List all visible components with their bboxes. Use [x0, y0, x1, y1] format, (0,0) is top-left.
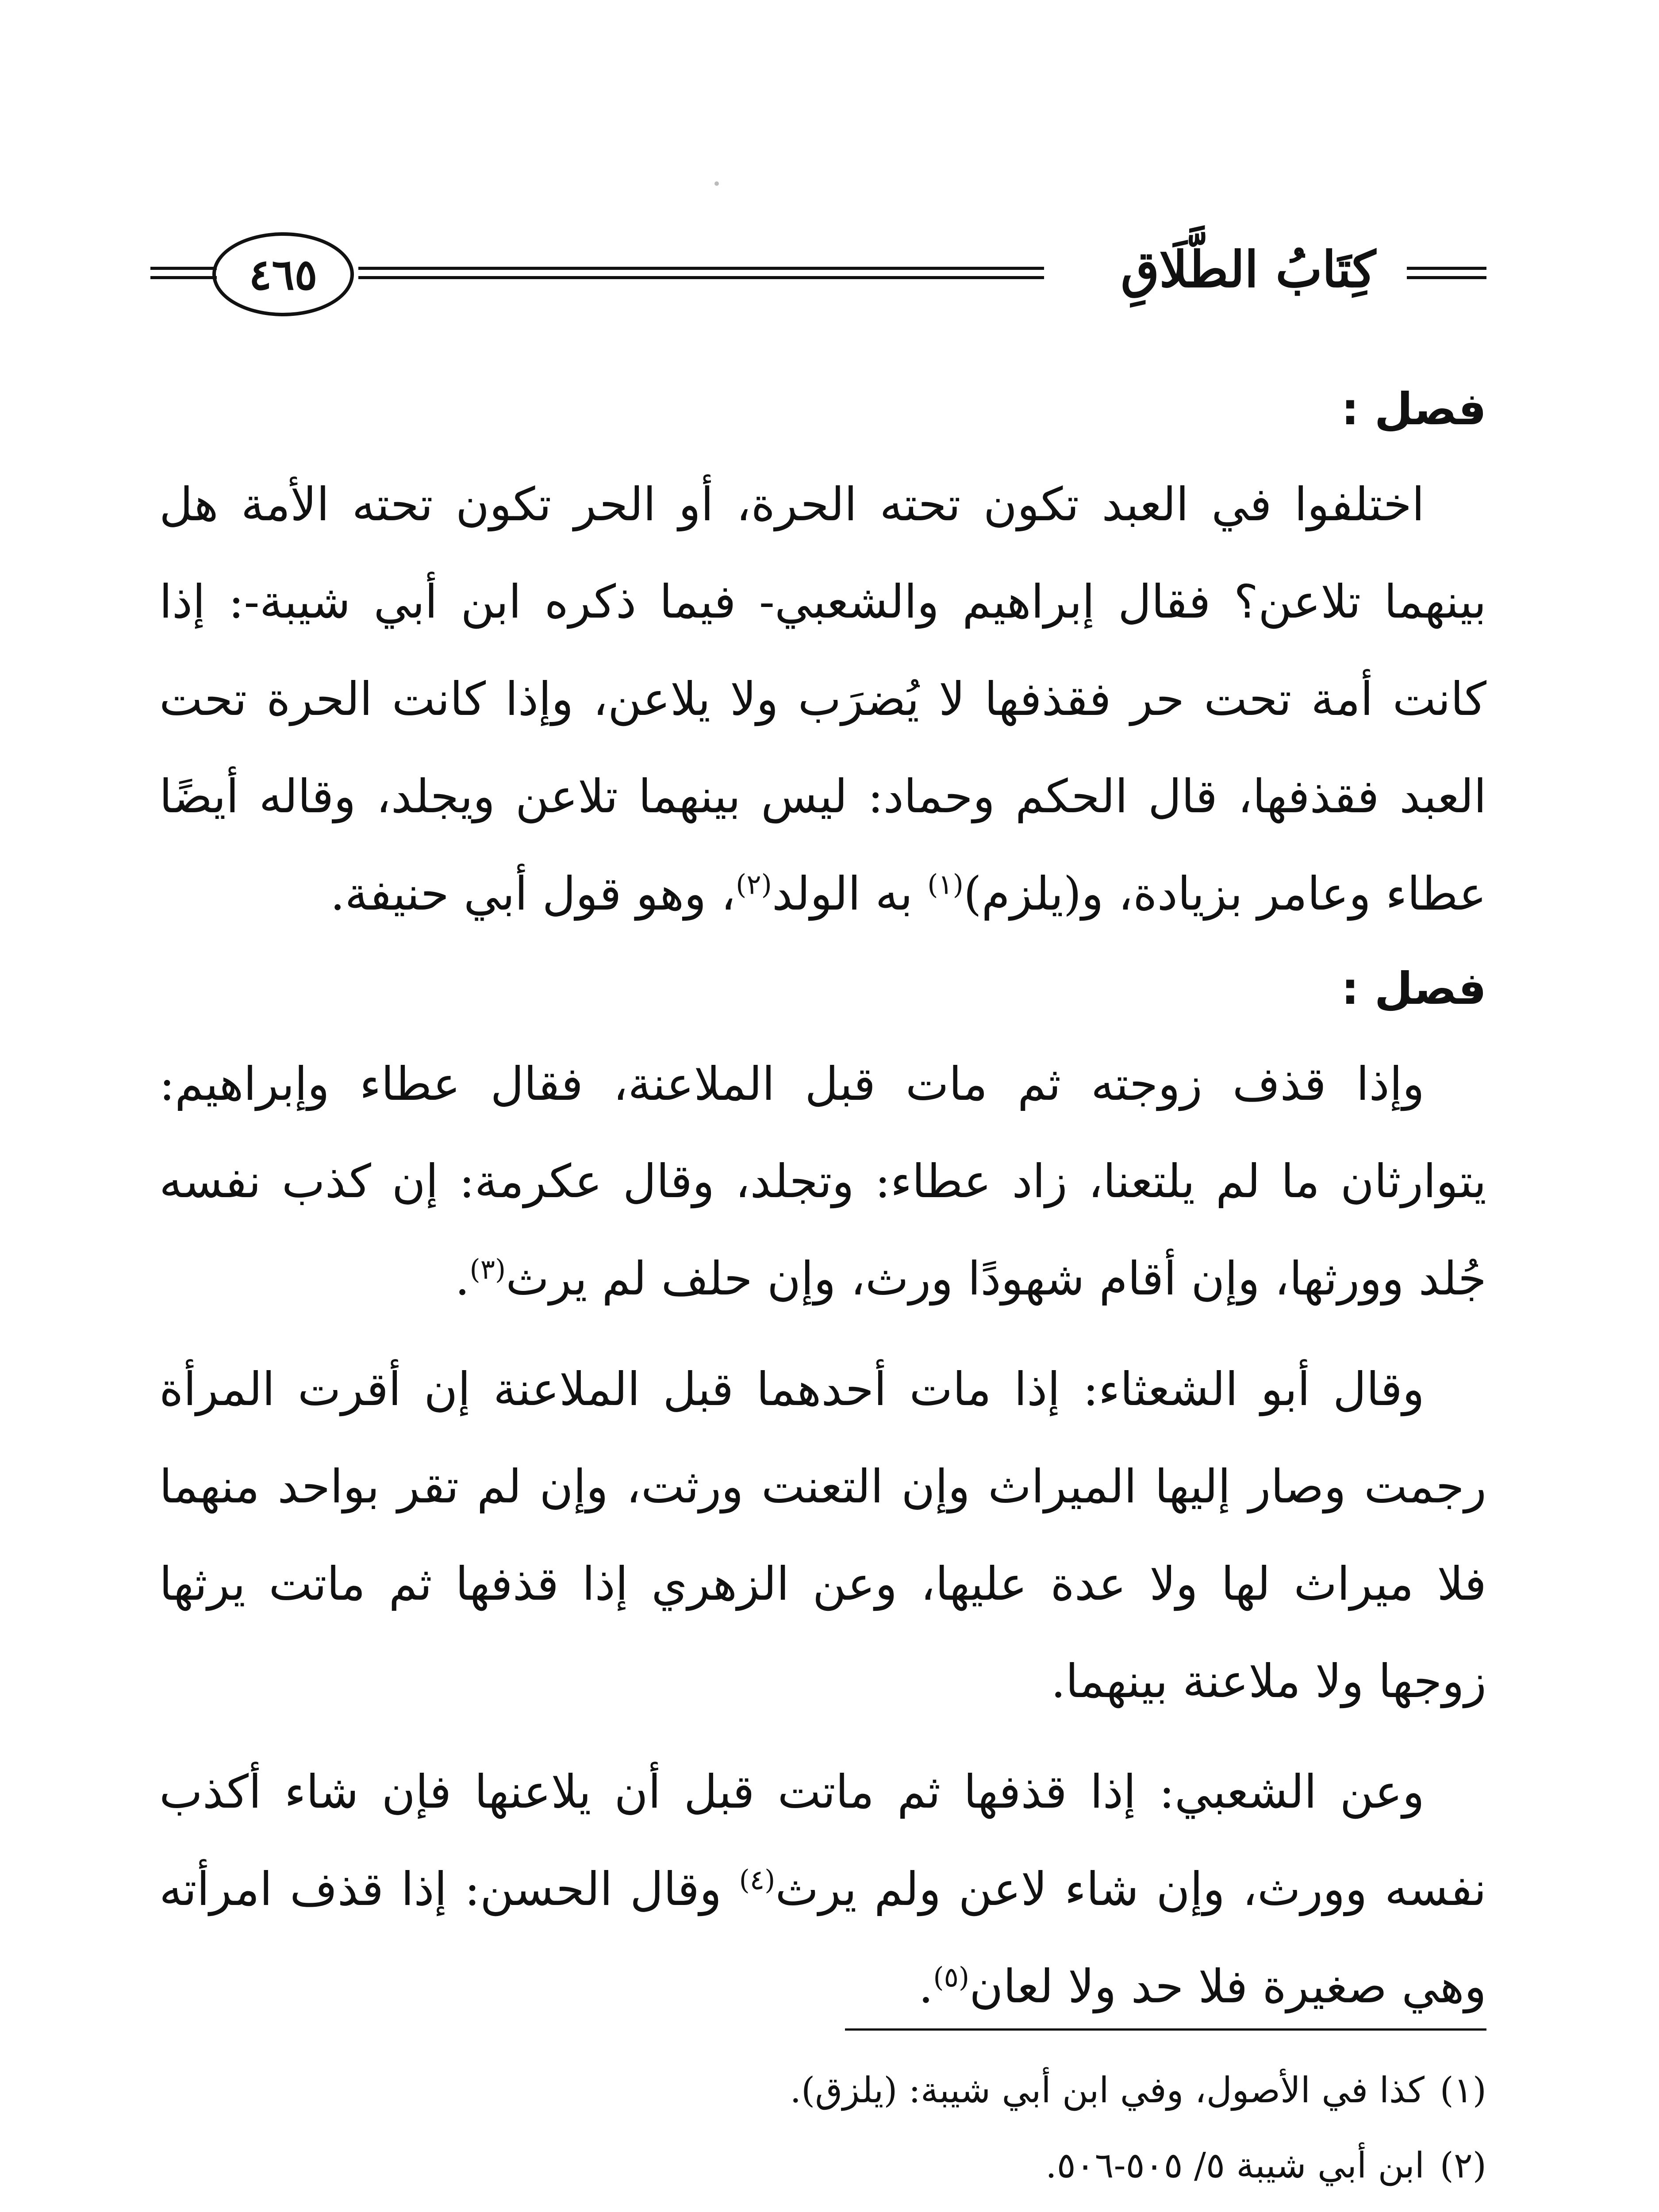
footnote-marker[interactable]: (٤): [739, 1863, 776, 1896]
footnote-item: [177, 2053, 1486, 2128]
footnote-number: [1425, 2203, 1486, 2212]
paragraph: [159, 1035, 1486, 1327]
scan-speck: [714, 181, 719, 186]
footnote-item: [177, 2203, 1486, 2212]
footnote-number: (١): [1440, 2070, 1486, 2111]
text-run: وعن الشعبي: إذا قذفها ثم ماتت قبل أن يلاعنها فإن شاء أكذب نفسه وورث، وإن شاء لاعن ولم يرث: [159, 1765, 1487, 1916]
paragraph: [159, 1340, 1486, 1730]
text-run: ، وهو قول أبي حنيفة.: [330, 867, 736, 921]
footnote-marker[interactable]: (١): [927, 868, 964, 901]
footnote-marker[interactable]: (٥): [933, 1961, 970, 1993]
text-run: به الولد: [772, 867, 928, 921]
paragraph: [159, 1743, 1486, 2035]
text-run: .: [918, 1959, 933, 2013]
text-run: وقال الحسن: إذا قذف امرأته وهي صغيرة فلا حد ولا لعان: [159, 1862, 1486, 2013]
footnote-text: ابن أبي شيبة ٥/ ٥٠٥-٥٠٦.: [1045, 2145, 1425, 2186]
text-run: وقال أبو الشعثاء: إذا مات أحدهما قبل الملاعنة إن أقرت المرأة رجمت وصار إليها الميراث وإن التعنت ورثت، وإن لم تقر بواحد منهما فلا ميراث لها ولا عدة عليها، وعن الزهري إذا قذفها ثم ماتت يرثها زوجها ولا ملاعنة بينهما.: [159, 1362, 1486, 1708]
page-number: ٤٦٥: [249, 249, 318, 300]
main-text: [159, 363, 1486, 2035]
header-rule-left: [150, 267, 217, 279]
header-rule-middle: [358, 267, 1044, 279]
section-heading: فصل :: [1341, 383, 1486, 435]
running-title: كِتَابُ الطَّلَاقِ: [1121, 241, 1376, 299]
footnote-separator: [845, 2028, 1486, 2031]
footnote-number: (٢): [1440, 2145, 1486, 2186]
footnote-text: كذا في الأصول، وفي ابن أبي شيبة: (يلزق).: [790, 2070, 1425, 2111]
paragraph: [159, 456, 1486, 942]
header-rule-right: [1407, 267, 1486, 279]
footnote-marker[interactable]: (٣): [469, 1253, 506, 1286]
text-run: وإذا قذف زوجته ثم مات قبل الملاعنة، فقال عطاء وإبراهيم: يتوارثان ما لم يلتعنا، زاد عطاء: وتجلد، وقال عكرمة: إن كذب نفسه جُلد وورثها، وإن أقام شهودًا ورث، وإن حلف لم يرث: [159, 1057, 1486, 1306]
footnotes: [177, 2053, 1486, 2212]
page-number-badge: [212, 232, 354, 316]
text-run: .: [455, 1252, 470, 1306]
page-header: [150, 232, 1486, 321]
footnote-marker[interactable]: (٢): [736, 868, 772, 901]
section-heading: فصل :: [1341, 963, 1486, 1014]
text-run: اختلفوا في العبد تكون تحته الحرة، أو الحر تكون تحته الأمة هل بينهما تلاعن؟ فقال إبراهيم والشعبي- فيما ذكره ابن أبي شيبة-: إذا كانت أمة تحت حر فقذفها لا يُضرَب ولا يلاعن، وإذا كانت الحرة تحت العبد فقذفها، قال الحكم وحماد: ليس بينهما تلاعن ويجلد، وقاله أيضًا عطاء وعامر بزيادة، و(يلزم): [159, 477, 1486, 921]
footnote-item: [177, 2128, 1486, 2203]
